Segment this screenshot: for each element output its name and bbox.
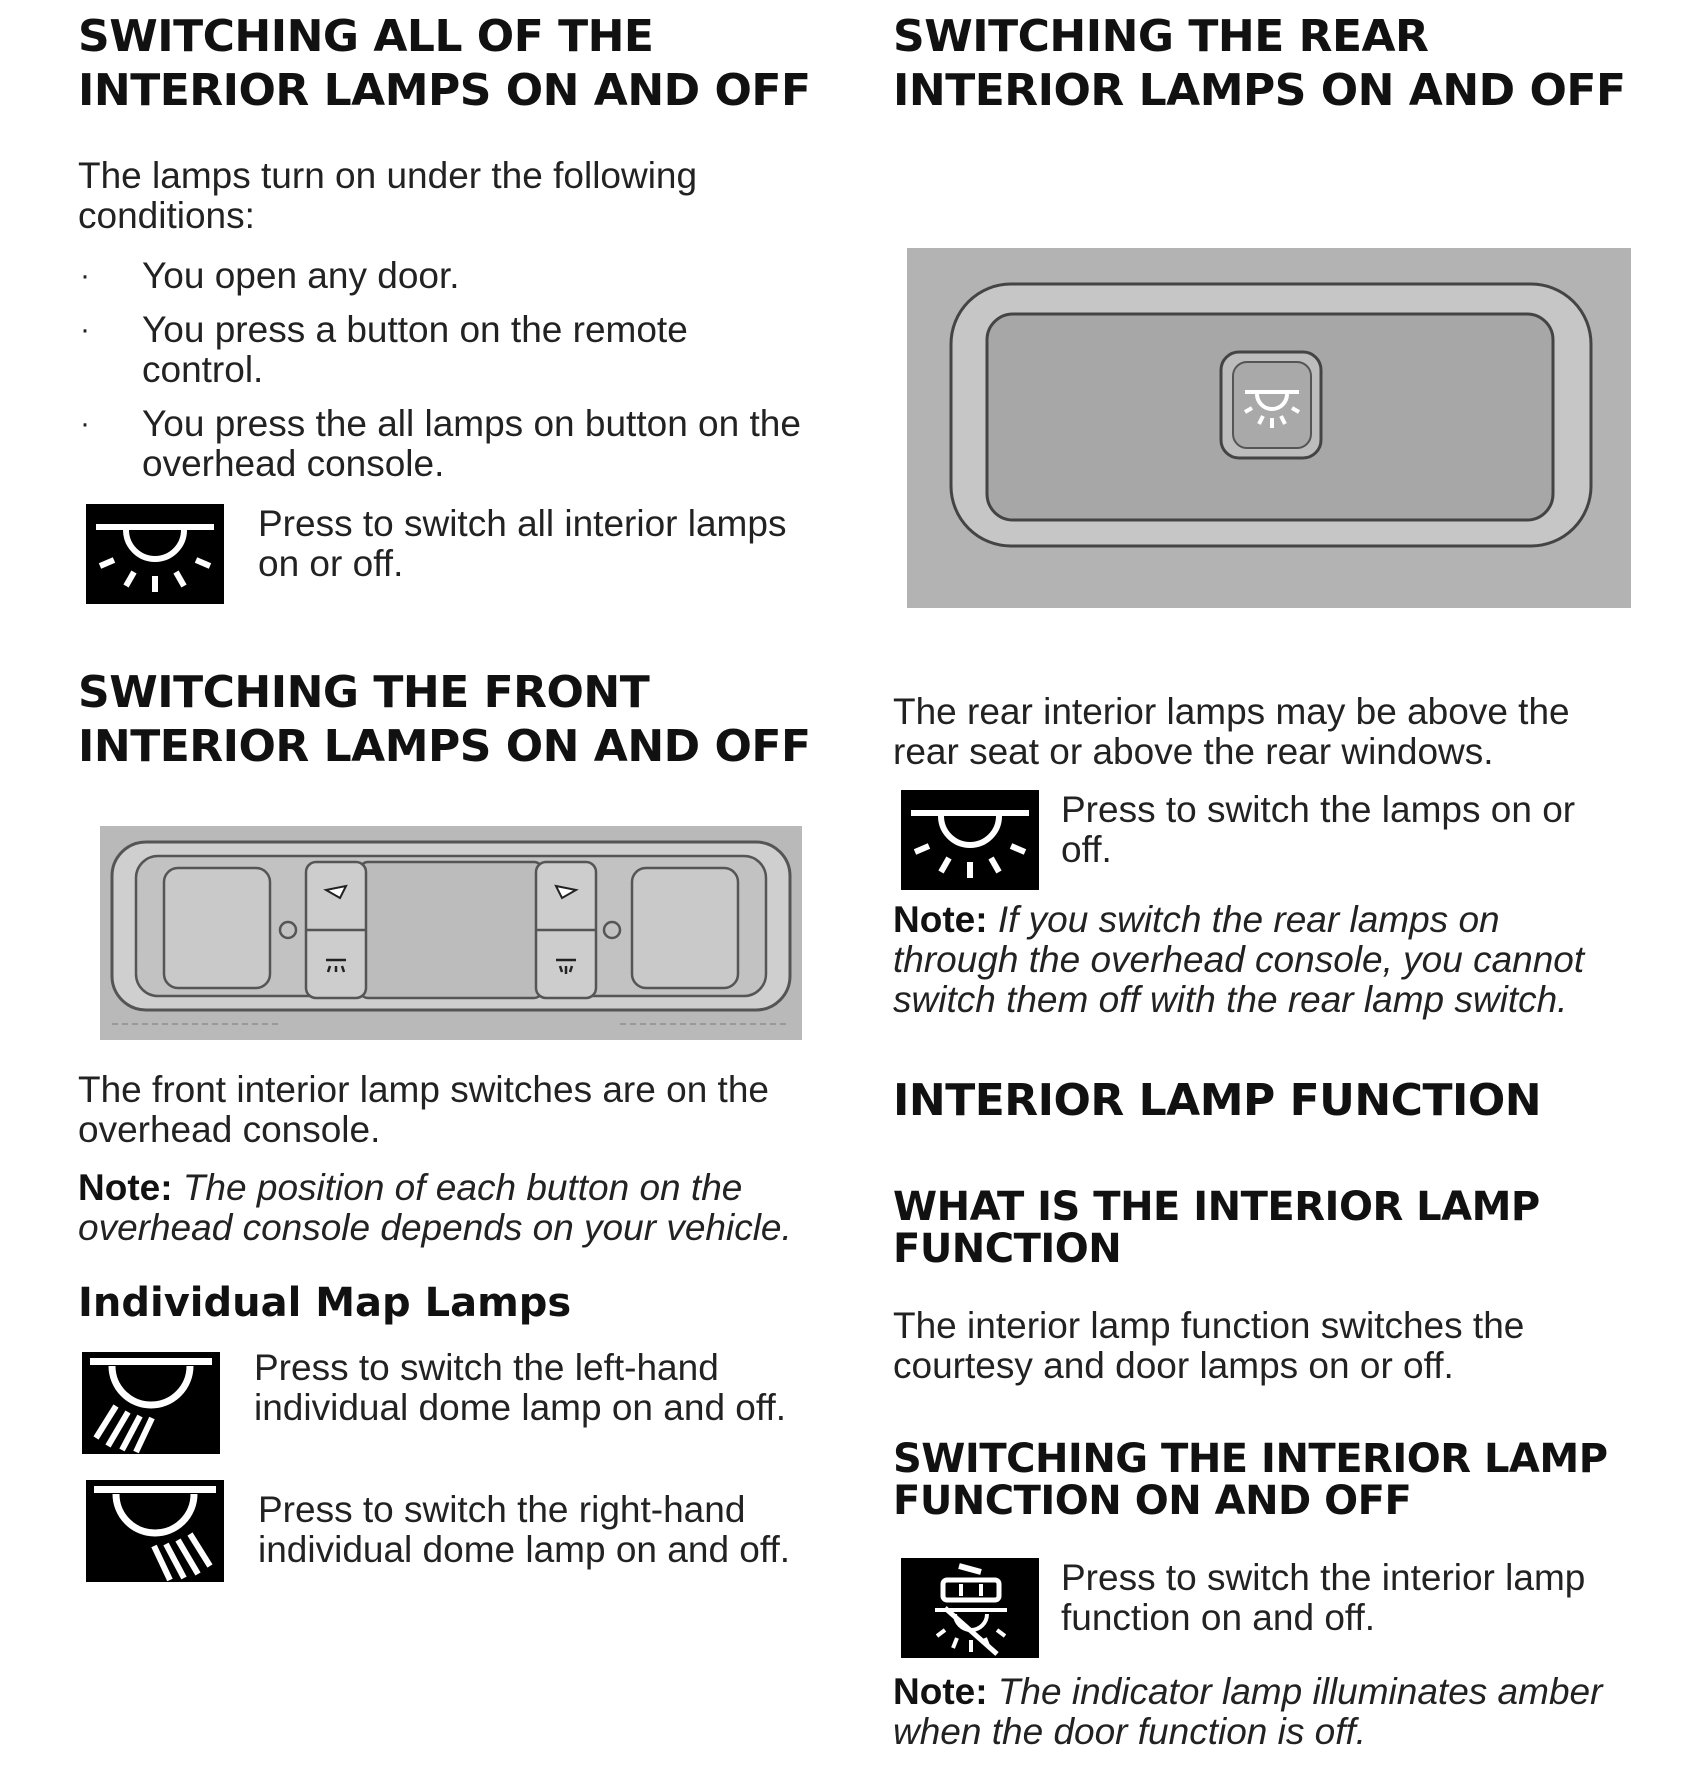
note-label: Note: (893, 1671, 988, 1712)
heading-line: INTERIOR LAMPS ON AND OFF (78, 65, 811, 116)
rear-lamp-switch-illustration (907, 248, 1631, 608)
dome-lamp-icon (901, 790, 1039, 890)
rear-lamps-icon-text: Press to switch the lamps on or off. (1061, 789, 1576, 870)
bullet-marker: · (80, 259, 90, 292)
all-lamps-icon-text: Press to switch all interior lamps on or off. (258, 503, 787, 584)
note-text: The indicator lamp illuminates amber when the door function is off. (893, 1671, 1603, 1752)
all-lamps-intro: The lamps turn on under the following conditions: (78, 155, 698, 236)
front-lamps-note (78, 1168, 828, 1248)
list-item-text: You open any door. (142, 255, 460, 296)
overhead-console-illustration (100, 826, 802, 1040)
function-icon-text: Press to switch the interior lamp function on and off. (1061, 1557, 1586, 1638)
function-note (893, 1672, 1653, 1752)
rear-lamps-description: The rear interior lamps may be above the rear seat or above the rear windows. (893, 691, 1570, 772)
door-lamp-off-icon (901, 1558, 1039, 1658)
note-label: Note: (78, 1167, 173, 1208)
right-map-lamp-text: Press to switch the right-hand individual dome lamp on and off. (258, 1489, 791, 1570)
all-lamps-heading (78, 10, 838, 118)
heading-line: SWITCHING THE REAR (893, 11, 1429, 62)
list-item (78, 256, 818, 296)
switching-function-heading (893, 1438, 1653, 1522)
map-lamps-heading: Individual Map Lamps (78, 1280, 572, 1326)
note-text: If you switch the rear lamps on through the overhead console, you cannot switch them off with the rear lamp switch. (893, 899, 1585, 1020)
bullet-marker: · (80, 313, 90, 346)
conditions-list (78, 256, 818, 498)
left-map-lamp-icon (82, 1352, 220, 1454)
heading-line: INTERIOR LAMPS ON AND OFF (893, 65, 1626, 116)
heading-line: SWITCHING THE FRONT (78, 667, 650, 718)
bullet-marker: · (80, 407, 90, 440)
heading-line: SWITCHING THE INTERIOR LAMP (893, 1436, 1608, 1482)
what-is-function-heading (893, 1186, 1653, 1270)
heading-line: SWITCHING ALL OF THE (78, 11, 654, 62)
list-item (78, 310, 818, 390)
note-text: The position of each button on the overhead console depends on your vehicle. (78, 1167, 792, 1248)
interior-lamp-function-heading: INTERIOR LAMP FUNCTION (893, 1075, 1542, 1126)
right-map-lamp-icon (86, 1480, 224, 1582)
dome-lamp-icon (86, 504, 224, 604)
list-item (78, 404, 818, 484)
list-item-text: You press a button on the remote control. (142, 309, 688, 390)
left-map-lamp-text: Press to switch the left-hand individual dome lamp on and off. (254, 1347, 787, 1428)
front-lamps-description: The front interior lamp switches are on the overhead console. (78, 1069, 769, 1150)
heading-line: WHAT IS THE INTERIOR LAMP (893, 1184, 1540, 1230)
what-is-function-text: The interior lamp function switches the courtesy and door lamps on or off. (893, 1305, 1525, 1386)
front-lamps-heading (78, 666, 838, 774)
heading-line: INTERIOR LAMPS ON AND OFF (78, 721, 811, 772)
heading-line: FUNCTION ON AND OFF (893, 1478, 1412, 1524)
rear-lamps-heading (893, 10, 1653, 118)
list-item-text: You press the all lamps on button on the overhead console. (142, 403, 801, 484)
note-label: Note: (893, 899, 988, 940)
rear-lamps-note (893, 900, 1633, 1020)
heading-line: FUNCTION (893, 1226, 1122, 1272)
